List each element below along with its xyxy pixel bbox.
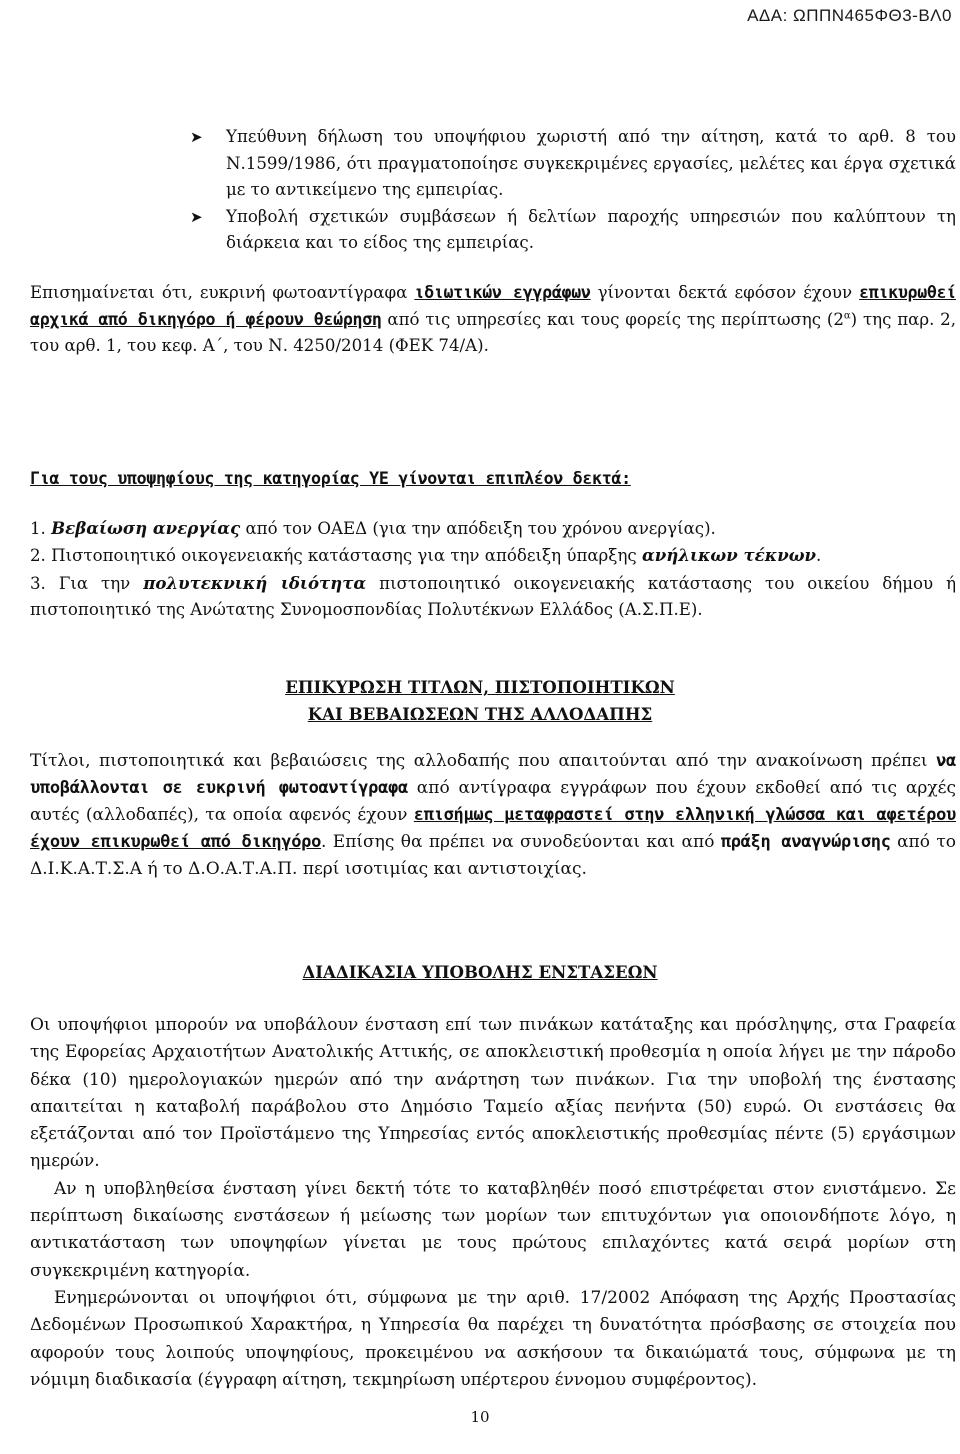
paragraph-text: από αντίγραφα εγγράφων που έχουν εκδοθεί από τις αρχές αυτές (αλλοδαπές), τα οποία αφενός έχουν — [30, 778, 957, 825]
note-text: γίνονται δεκτά εφόσον έχουν — [590, 283, 860, 302]
page-number: 10 — [470, 1408, 490, 1426]
paragraph: Οι υποψήφιοι μπορούν να υποβάλουν ένσταση επί των πινάκων κατάταξης και πρόσληψης, στα Γραφεία της Εφορείας Αρχαιοτήτων Ανατολικής Αττικής, σε αποκλειστική προθεσμία η οποία λήγει με την πάροδο δέκα (10) ημερολογιακών ημερών από την ανάρτηση των πινάκων. Για την υποβολή της ένστασης απαιτείται η καταβολή παράβολου στο Δημόσιο Ταμείο αξίας πενήντα (50) ευρώ. Οι ενστάσεις θα εξετάζονται από τον Προϊστάμενο της Υπηρεσίας εντός αποκλειστικής προθεσμίας πέντε (5) εργάσιμων ημερών. — [30, 1015, 956, 1172]
item-text: από τον ΟΑΕΔ (για την απόδειξη του χρόνου ανεργίας). — [240, 518, 716, 538]
paragraph-text: Τίτλοι, πιστοποιητικά και βεβαιώσεις της αλλοδαπής που απαιτούνται από την ανακοίνωση πρέπει — [30, 751, 937, 771]
ada-code: ΑΔΑ: ΩΠΠΝ465ΦΘ3-ΒΛ0 — [747, 6, 952, 25]
list-item — [190, 124, 956, 204]
ye-heading: Για τους υποψηφίους της κατηγορίας ΥΕ γίνονται επιπλέον δεκτά: — [30, 469, 631, 488]
paragraph-text: . Επίσης θα πρέπει να συνοδεύονται και από — [321, 832, 721, 852]
section-title: ΕΠΙΚΥΡΩΣΗ ΤΙΤΛΩΝ, ΠΙΣΤΟΠΟΙΗΤΙΚΩΝ — [285, 677, 675, 697]
item-emphasis: πολυτεκνική ιδιότητα — [143, 572, 367, 593]
list-item — [190, 204, 956, 257]
paragraph-emphasis: πράξη αναγνώρισης — [720, 832, 891, 852]
item-number: 1. — [30, 518, 52, 538]
note-emphasis: επικυρωθεί αρχικά από δικηγόρο ή φέρουν θεώρηση — [30, 283, 956, 329]
list-item-text: Υποβολή σχετικών συμβάσεων ή δελτίων παροχής υπηρεσιών που καλύπτουν τη διάρκεια και το είδος της εμπειρίας. — [226, 206, 956, 252]
objections-section — [30, 1012, 956, 1394]
private-documents-note — [30, 280, 956, 360]
item-number: 3. — [30, 573, 59, 593]
paragraph: Ενημερώνονται οι υποψήφιοι ότι, σύμφωνα με την αριθ. 17/2002 Απόφαση της Αρχής Προστασίας Δεδομένων Προσωπικού Χαρακτήρα, η Υπηρεσία θα παρέχει τη δυνατότητα πρόσβασης σε στοιχεία που αφορούν τους λοιπούς υποψηφίους, προκειμένου να ασκήσουν τα δικαιώματά τους, σύμφωνα με τη νόμιμη διαδικασία (έγγραφη αίτηση, τεκμηρίωση υπέρτερου έννομου συμφέροντος). — [30, 1287, 956, 1390]
item-emphasis: Βεβαίωση ανεργίας — [51, 517, 241, 538]
arrow-bullet-icon: ➤ — [190, 207, 203, 226]
paragraph-text: από το Δ.Ι.Κ.Α.Τ.Σ.Α ή το Δ.Ο.Α.Τ.Α.Π. περί ισοτιμίας και αντιστοιχίας. — [30, 832, 956, 879]
note-text: από τις υπηρεσίες και τους φορείς της περίπτωσης (2 — [381, 309, 844, 329]
section-title: ΚΑΙ ΒΕΒΑΙΩΣΕΩΝ ΤΗΣ ΑΛΛΟΔΑΠΗΣ — [307, 703, 653, 724]
paragraph: Αν η υποβληθείσα ένσταση γίνει δεκτή τότε το καταβληθέν ποσό επιστρέφεται στον ενιστάμενο. Σε περίπτωση δικαίωσης ενστάσεων ή μείωσης των μορίων των επιτυχόντων για οποιονδήποτε λόγο, η αντικατάσταση των υποψηφίων γίνεται με τους πρώτους επιλαχόντες κατά σειρά μορίων στη συγκεκριμένη κατηγορία. — [30, 1178, 956, 1281]
ye-section — [30, 466, 956, 624]
arrow-bullet-icon: ➤ — [190, 128, 203, 146]
item-emphasis: ανήλικων τέκνων — [641, 545, 817, 565]
list-item — [30, 542, 956, 570]
note-emphasis: ιδιωτικών εγγράφων — [414, 283, 591, 302]
item-text: Πιστοποιητικό οικογενειακής κατάστασης για την απόδειξη ύπαρξης — [51, 546, 642, 565]
list-item — [30, 570, 956, 624]
note-text: ) της παρ. 2, του αρθ. 1, του κεφ. Α΄, του Ν. 4250/2014 (ΦΕΚ 74/Α). — [30, 309, 957, 355]
paragraph-emphasis: επισήμως μεταφραστεί στην ελληνική γλώσσα και αφετέρου έχουν επικυρωθεί από δικηγόρο — [30, 805, 956, 852]
foreign-title-block — [0, 674, 960, 727]
objections-title-block — [0, 959, 960, 986]
list-item-text: Υπεύθυνη δήλωση του υποψήφιου χωριστή από την αίτηση, κατά το αρθ. 8 του Ν.1599/1986, ότι πραγματοποίησε συγκεκριμένες εργασίες, μελέτες και έργα σχετικά με το αντικείμενο της εμπειρίας. — [226, 127, 956, 199]
item-number: 2. — [30, 546, 52, 565]
document-list — [190, 124, 956, 257]
item-text: . — [816, 546, 822, 565]
note-text: Επισημαίνεται ότι, ευκρινή φωτοαντίγραφα — [30, 283, 415, 302]
list-item — [30, 515, 956, 543]
item-text: Για την — [58, 573, 144, 593]
foreign-paragraph — [30, 748, 956, 883]
item-text: πιστοποιητικό οικογενειακής κατάστασης του οικείου δήμου ή πιστοποιητικό της Ανώτατης Συνομοσπονδίας Πολυτέκνων Ελλάδος (Α.Σ.Π.Ε). — [30, 573, 957, 619]
section-title: ΔΙΑΔΙΚΑΣΙΑ ΥΠΟΒΟΛΗΣ ΕΝΣΤΑΣΕΩΝ — [302, 962, 658, 982]
paragraph-emphasis: να υποβάλλονται σε ευκρινή φωτοαντίγραφα — [30, 751, 956, 798]
note-superscript: α — [843, 309, 851, 321]
